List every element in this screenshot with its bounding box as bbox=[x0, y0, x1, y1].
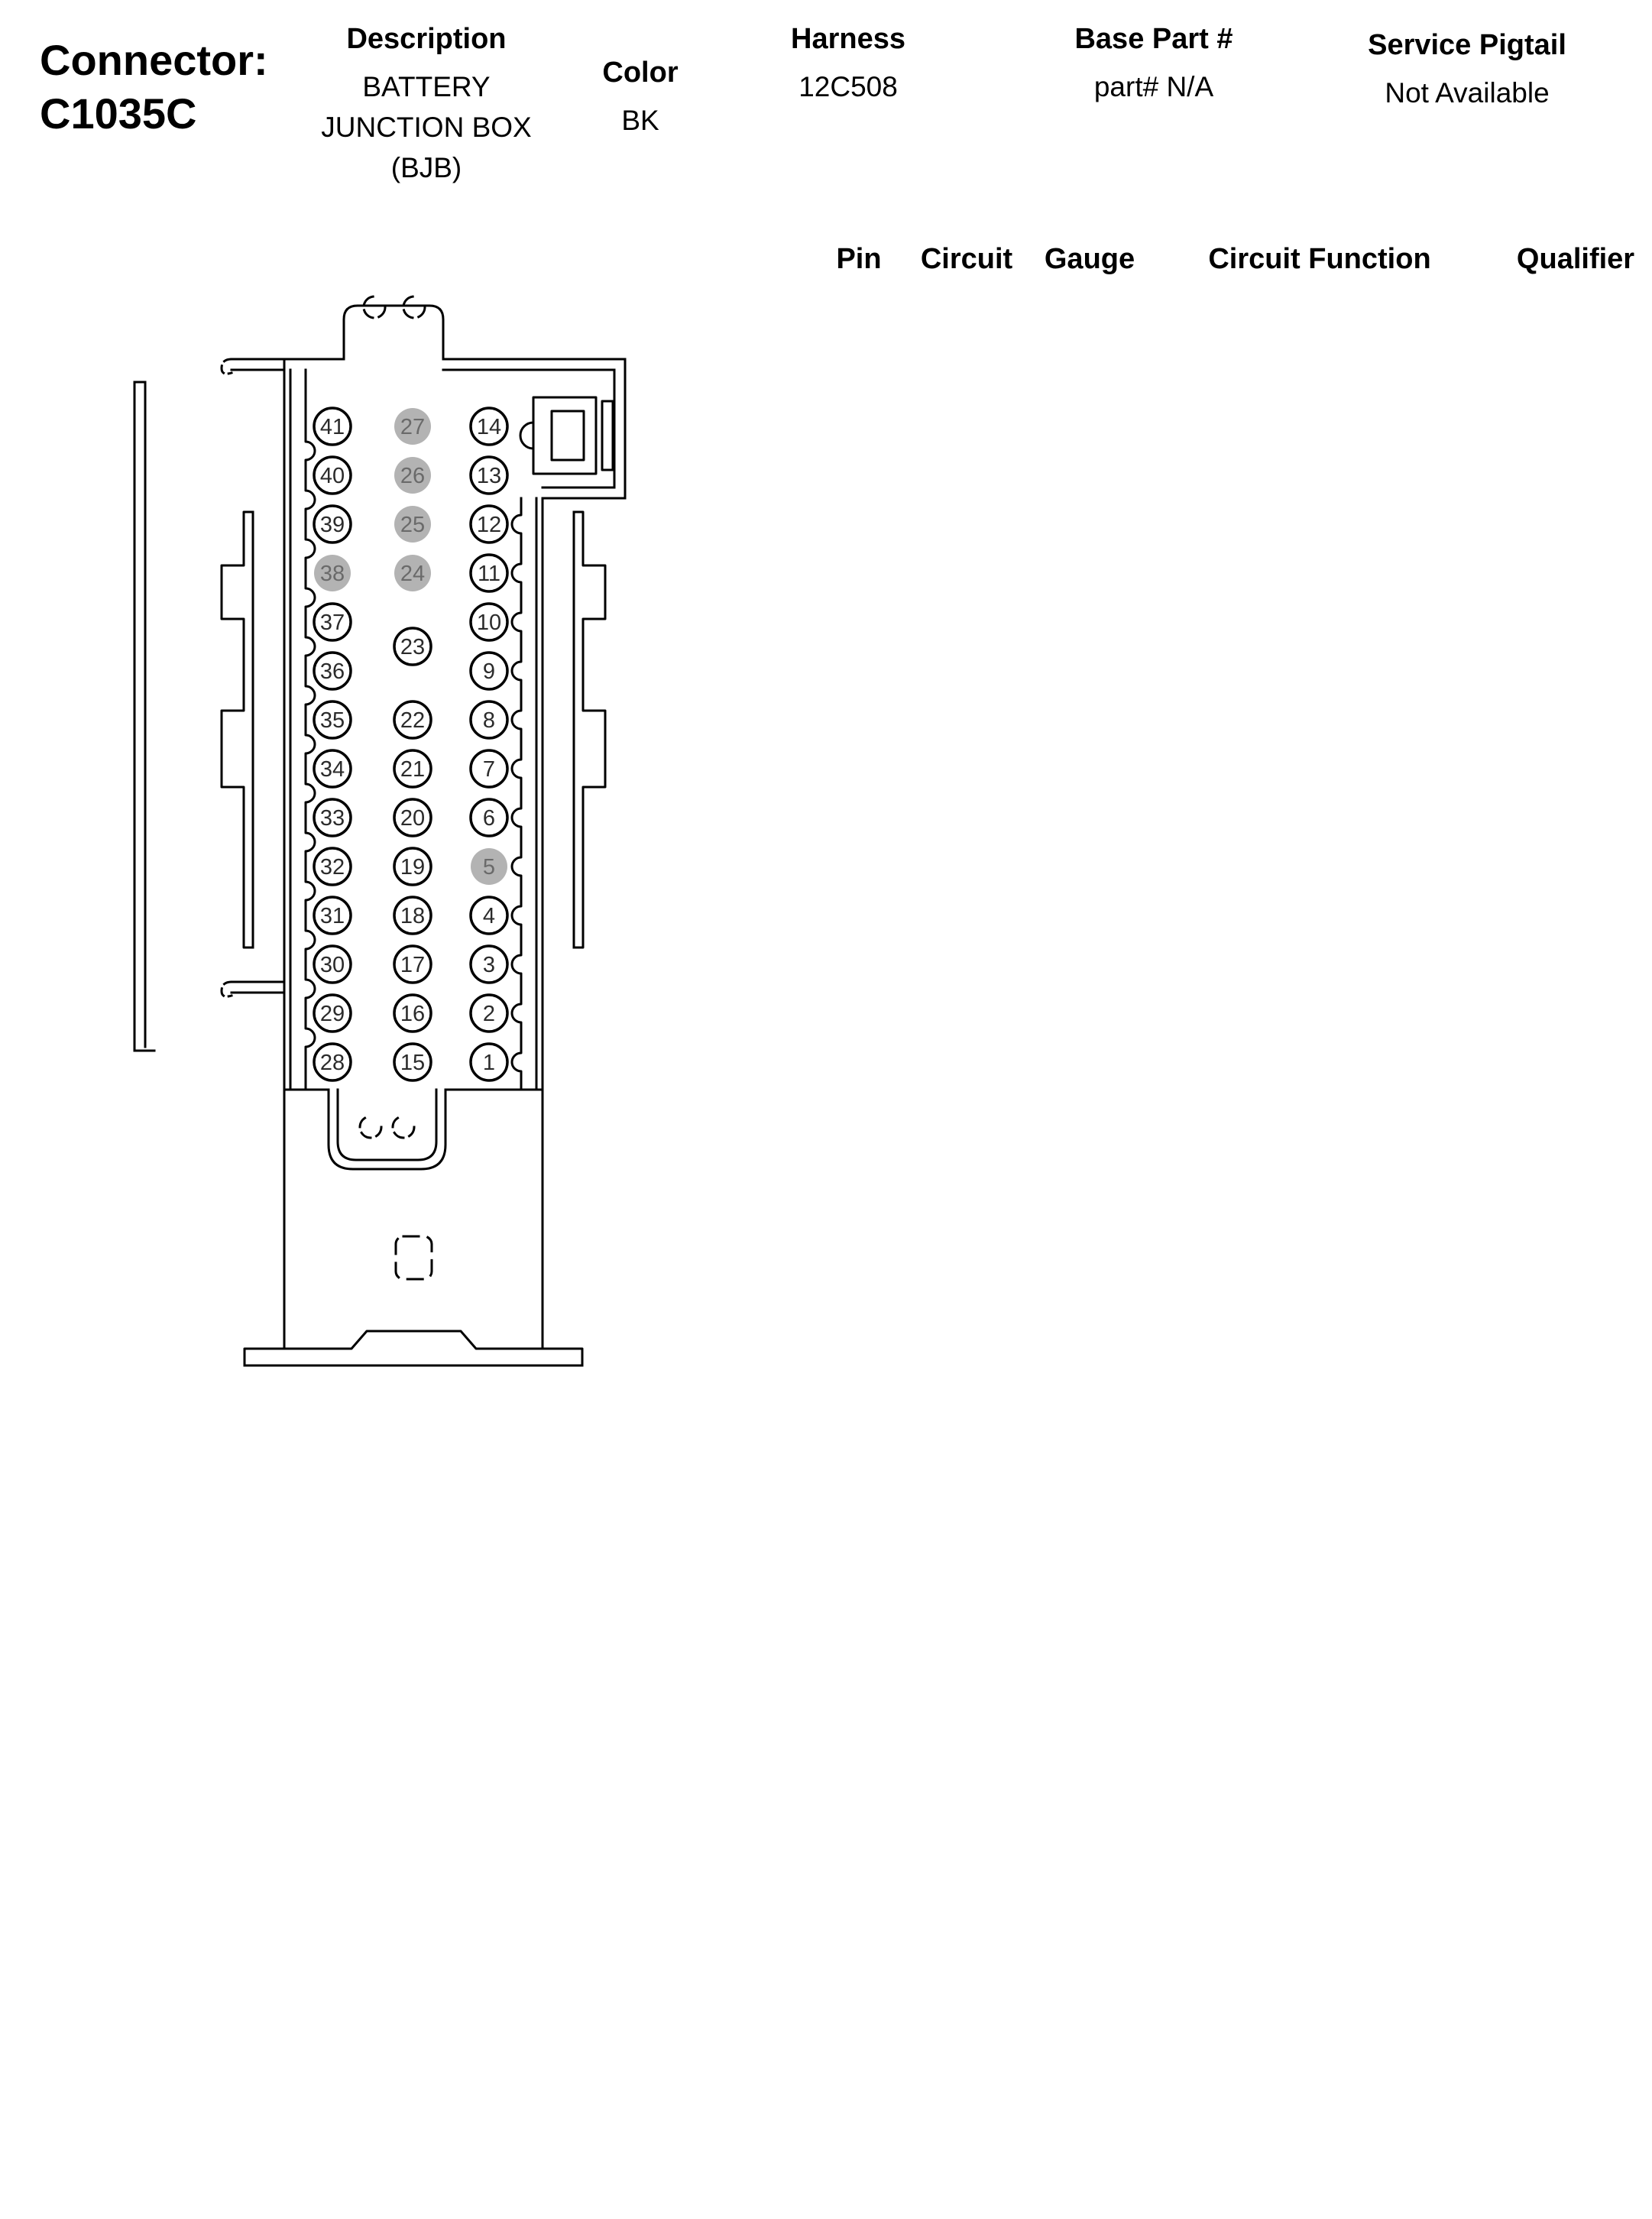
pin-label-28: 28 bbox=[319, 1051, 345, 1076]
pin-label-29: 29 bbox=[319, 1002, 345, 1027]
pin-label-9: 9 bbox=[482, 659, 496, 685]
pin-label-8: 8 bbox=[482, 708, 496, 734]
pin-label-35: 35 bbox=[319, 708, 345, 734]
pin-label-34: 34 bbox=[319, 757, 345, 782]
stem-and-base bbox=[245, 1236, 582, 1365]
pin-label-38: 38 bbox=[319, 562, 345, 587]
col-header-circuit-function: Circuit Function bbox=[1208, 243, 1431, 275]
connector-label: Connector: bbox=[40, 36, 268, 84]
col-header-circuit: Circuit bbox=[920, 243, 1013, 275]
field-label: Base Part # bbox=[1074, 23, 1233, 55]
pin-label-3: 3 bbox=[482, 953, 496, 978]
latch-box bbox=[520, 397, 613, 474]
pin-label-4: 4 bbox=[482, 904, 496, 929]
pin-label-25: 25 bbox=[400, 513, 426, 538]
pin-label-10: 10 bbox=[476, 611, 502, 636]
header-field-harness bbox=[750, 23, 946, 107]
field-label: Color bbox=[602, 57, 679, 89]
pin-label-2: 2 bbox=[482, 1002, 496, 1027]
bottom-pocket bbox=[284, 1090, 543, 1169]
pin-label-1: 1 bbox=[482, 1051, 496, 1076]
pin-label-13: 13 bbox=[476, 464, 502, 489]
pin-label-32: 32 bbox=[319, 855, 345, 880]
lower-left-bar bbox=[222, 982, 284, 996]
field-value: part# N/A bbox=[1093, 71, 1214, 102]
pin-label-7: 7 bbox=[482, 757, 496, 782]
pin-label-27: 27 bbox=[400, 415, 426, 440]
left-bracket bbox=[222, 512, 253, 948]
pin-field bbox=[314, 408, 507, 1080]
header-field-description bbox=[284, 23, 568, 188]
connector-diagram bbox=[115, 283, 665, 1398]
pin-label-24: 24 bbox=[400, 562, 426, 587]
field-label: Description bbox=[346, 23, 507, 55]
header-field-service_pigtail bbox=[1351, 29, 1583, 113]
pin-label-6: 6 bbox=[482, 806, 496, 831]
top-tab bbox=[344, 296, 443, 359]
col-header-gauge: Gauge bbox=[1044, 243, 1135, 275]
connector-id: C1035C bbox=[40, 89, 197, 138]
pin-label-36: 36 bbox=[319, 659, 345, 685]
col-header-pin: Pin bbox=[836, 243, 882, 275]
pin-label-16: 16 bbox=[400, 1002, 426, 1027]
pin-label-18: 18 bbox=[400, 904, 426, 929]
pin-label-31: 31 bbox=[319, 904, 345, 929]
pin-label-5: 5 bbox=[482, 855, 496, 880]
pin-label-40: 40 bbox=[319, 464, 345, 489]
top-left-bar bbox=[222, 359, 344, 374]
field-value: (BJB) bbox=[390, 152, 462, 183]
pin-label-41: 41 bbox=[319, 415, 345, 440]
pin-label-14: 14 bbox=[476, 415, 502, 440]
table-header bbox=[824, 243, 1652, 276]
field-value: Not Available bbox=[1385, 77, 1550, 109]
field-label: Harness bbox=[791, 23, 905, 55]
field-value: BATTERY bbox=[362, 71, 491, 102]
pin-label-37: 37 bbox=[319, 611, 345, 636]
pinout-table bbox=[824, 243, 1652, 297]
pin-label-21: 21 bbox=[400, 757, 426, 782]
pin-label-15: 15 bbox=[400, 1051, 426, 1076]
field-value: 12C508 bbox=[798, 71, 898, 102]
pin-label-33: 33 bbox=[319, 806, 345, 831]
right-body-edge bbox=[512, 498, 543, 1349]
connector-title bbox=[40, 34, 268, 141]
pin-label-12: 12 bbox=[476, 513, 502, 538]
col-header-qualifier: Qualifier bbox=[1516, 243, 1635, 275]
field-value: JUNCTION BOX bbox=[321, 112, 532, 143]
pin-label-26: 26 bbox=[400, 464, 426, 489]
pin-label-22: 22 bbox=[400, 708, 426, 734]
pin-label-17: 17 bbox=[400, 953, 426, 978]
header-field-base_part bbox=[1053, 23, 1255, 107]
left-body-edge bbox=[284, 359, 315, 1349]
pin-label-23: 23 bbox=[400, 635, 426, 660]
pin-label-20: 20 bbox=[400, 806, 426, 831]
field-label: Service Pigtail bbox=[1368, 29, 1566, 61]
header-field-color bbox=[575, 57, 706, 141]
left-arm bbox=[134, 382, 154, 1051]
pin-label-30: 30 bbox=[319, 953, 345, 978]
pin-label-11: 11 bbox=[477, 562, 501, 587]
pin-label-39: 39 bbox=[319, 513, 345, 538]
pin-label-19: 19 bbox=[400, 855, 426, 880]
field-value: BK bbox=[621, 105, 659, 136]
right-bracket bbox=[574, 512, 605, 948]
